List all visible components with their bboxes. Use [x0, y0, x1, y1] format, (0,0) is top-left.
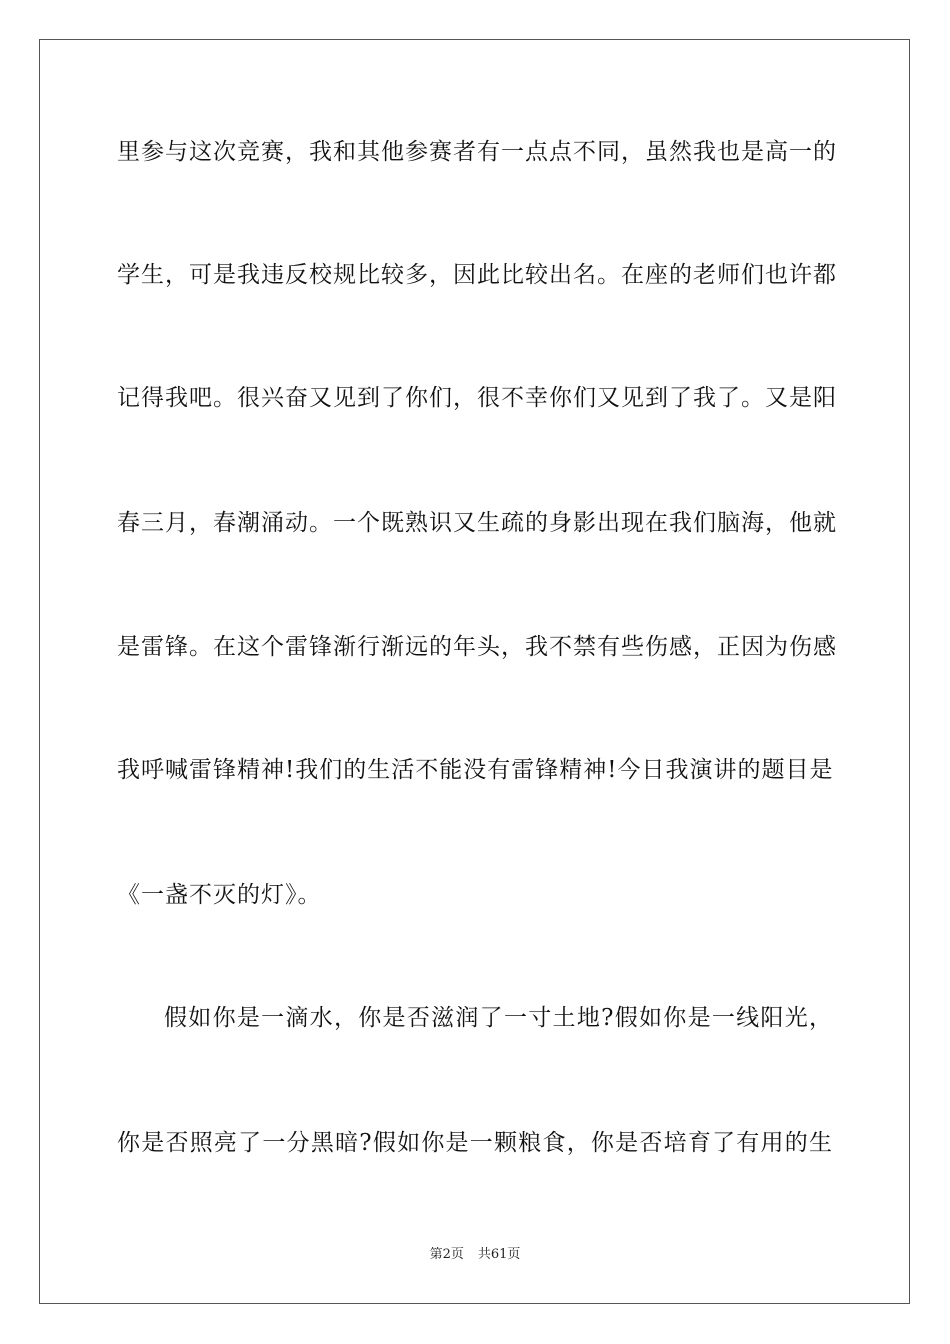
body-line-4: 春三月，春潮涌动。一个既熟识又生疏的身影出现在我们脑海，他就: [117, 510, 837, 536]
page-border: [39, 39, 910, 1304]
total-pages: 共61页: [477, 1247, 521, 1262]
body-line-2: 学生，可是我违反校规比较多，因此比较出名。在座的老师们也许都: [117, 262, 837, 288]
body-line-3: 记得我吧。很兴奋又见到了你们，很不幸你们又见到了我了。又是阳: [117, 385, 837, 411]
body-line-5: 是雷锋。在这个雷锋渐行渐远的年头，我不禁有些伤感，正因为伤感: [117, 634, 837, 660]
body-line-1: 里参与这次竞赛，我和其他参赛者有一点点不同，虽然我也是高一的: [117, 139, 837, 165]
page-footer: [0, 1246, 950, 1264]
page-number: 第2页: [429, 1247, 464, 1262]
body-line-6: 我呼喊雷锋精神!我们的生活不能没有雷锋精神!今日我演讲的题目是: [117, 757, 834, 783]
body-line-7: 《一盏不灭的灯》。: [117, 882, 322, 908]
body-line-9: 你是否照亮了一分黑暗?假如你是一颗粮食，你是否培育了有用的生: [117, 1130, 833, 1156]
body-line-8: 假如你是一滴水，你是否滋润了一寸土地?假如你是一线阳光，: [164, 1005, 833, 1031]
